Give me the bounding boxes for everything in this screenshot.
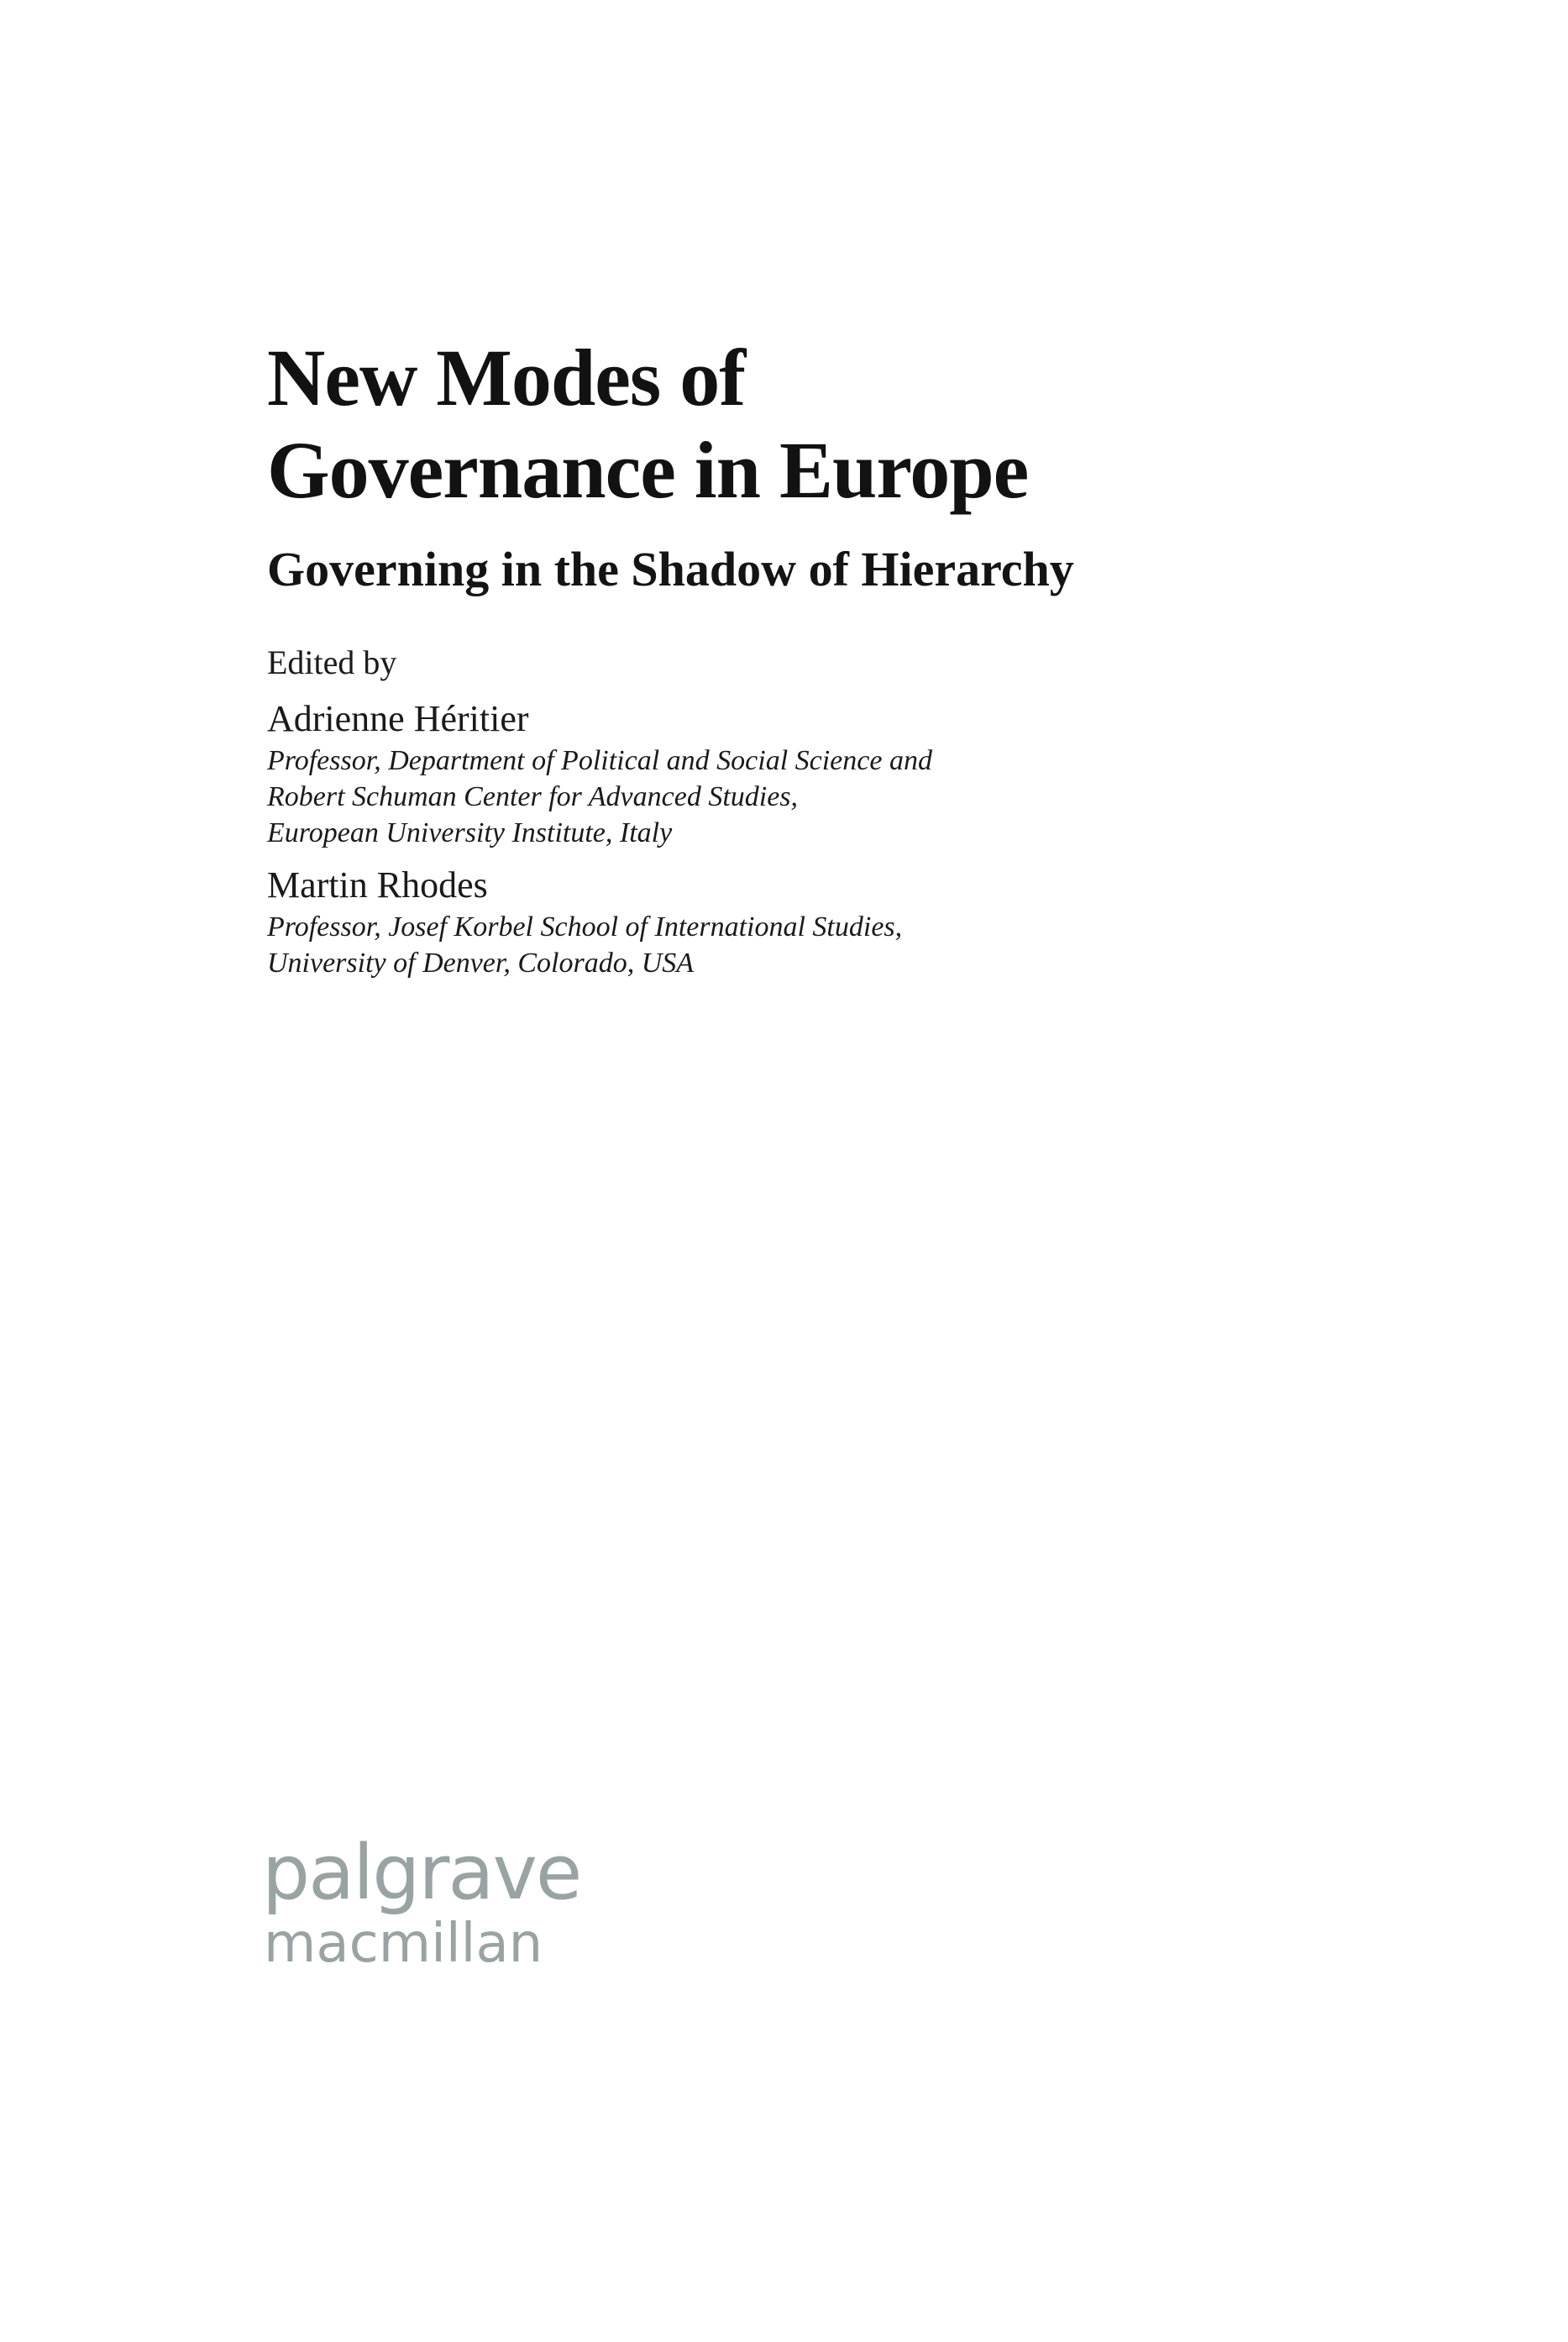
- book-subtitle: Governing in the Shadow of Hierarchy: [267, 542, 1074, 596]
- editor-affiliation-line: Professor, Department of Political and Social Science and: [267, 745, 932, 776]
- publisher-logo: [262, 1829, 682, 1993]
- editor-affiliation-line: University of Denver, Colorado, USA: [267, 948, 695, 979]
- editor-block: [267, 696, 1443, 851]
- edited-by-label: Edited by: [267, 643, 397, 681]
- book-title: [267, 332, 1485, 517]
- book-title-line-2: Governance in Europe: [267, 425, 1029, 515]
- editor-affiliation-line: Robert Schuman Center for Advanced Studies,: [267, 781, 799, 812]
- editor-affiliation-line: Professor, Josef Korbel School of International Studies,: [267, 911, 903, 943]
- publisher-logo-line-1: palgrave: [262, 1829, 581, 1917]
- book-title-line-1: New Modes of: [267, 333, 746, 423]
- editor-name: Adrienne Héritier: [267, 698, 529, 739]
- editor-affiliation-line: European University Institute, Italy: [267, 817, 673, 848]
- editor-block: [267, 862, 1443, 981]
- editor-name: Martin Rhodes: [267, 864, 488, 906]
- publisher-logo-line-2: macmillan: [264, 1913, 543, 1975]
